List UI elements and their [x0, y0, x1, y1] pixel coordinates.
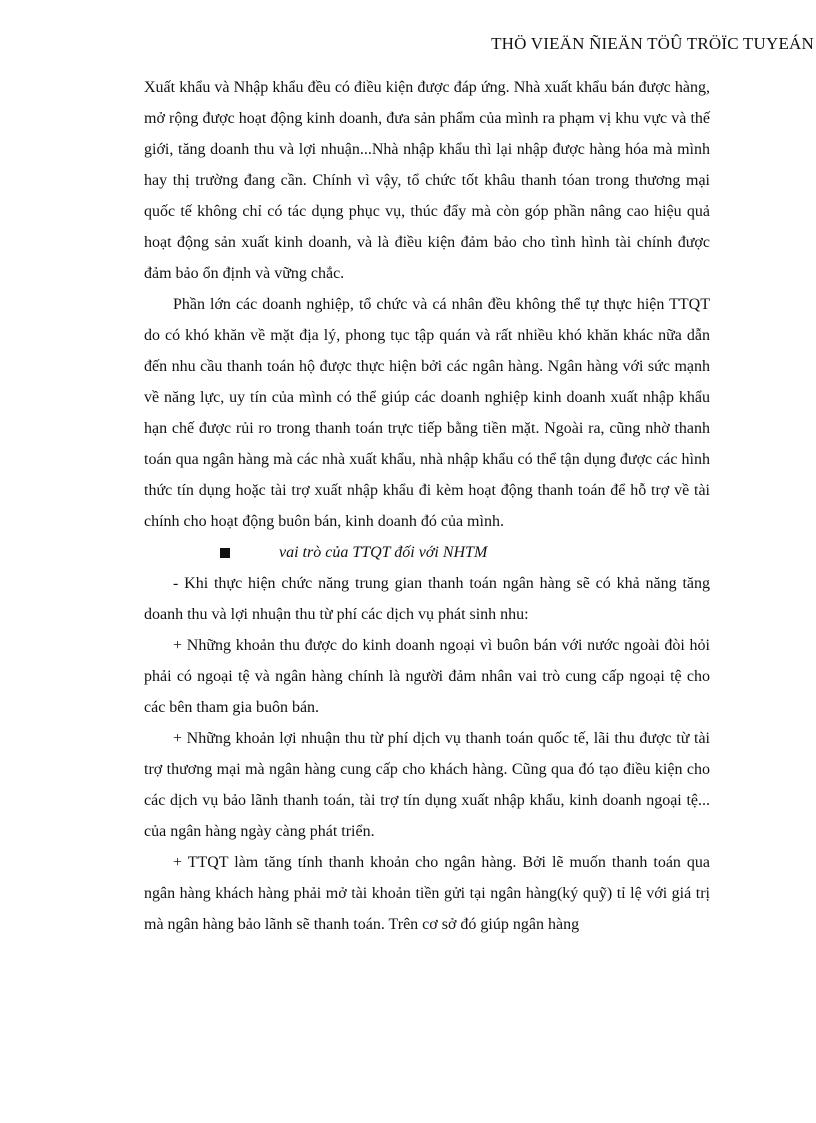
- document-body: [144, 72, 710, 940]
- bullet-heading-text: vai trò của TTQT đối với NHTM: [279, 544, 488, 561]
- paragraph-service-fees: + Những khoản lợi nhuận thu từ phí dịch vụ thanh toán quốc tế, lãi thu được từ tài trợ thương mại mà ngân hàng cung cấp cho khách hàng. Cũng qua đó tạo điều kiện cho các dịch vụ bảo lãnh thanh toán, tài trợ tín dụng xuất nhập khẩu, kinh doanh ngoại tệ... của ngân hàng ngày càng phát triển.: [144, 730, 710, 840]
- paragraph-liquidity: + TTQT làm tăng tính thanh khoản cho ngân hàng. Bởi lẽ muốn thanh toán qua ngân hàng khách hàng phải mở tài khoản tiền gửi tại ngân hàng(ký quỹ) tỉ lệ với giá trị mà ngân hàng bảo lãnh sẽ thanh toán. Trên cơ sở đó giúp ngân hàng: [144, 854, 710, 933]
- square-bullet-icon: [220, 548, 230, 558]
- bullet-heading: [144, 537, 710, 568]
- paragraph-enterprises: Phần lớn các doanh nghiệp, tổ chức và cá nhân đều không thể tự thực hiện TTQT do có khó khăn về mặt địa lý, phong tục tập quán và rất nhiều khó khăn khác nữa dẫn đến nhu cầu thanh toán hộ được thực hiện bởi các ngân hàng. Ngân hàng với sức mạnh về năng lực, uy tín của mình có thể giúp các doanh nghiệp kinh doanh xuất nhập khẩu hạn chế được rủi ro trong thanh toán trực tiếp bằng tiền mặt. Ngoài ra, cũng nhờ thanh toán qua ngân hàng mà các nhà xuất khẩu, nhà nhập khẩu có thể tận dụng được các hình thức tín dụng hoặc tài trợ xuất nhập khẩu đi kèm hoạt động thanh toán để hỗ trợ về tài chính cho hoạt động buôn bán, kinh doanh đó của mình.: [144, 296, 710, 530]
- paragraph-foreign-income: + Những khoản thu được do kinh doanh ngoại vì buôn bán với nước ngoài đòi hỏi phải có ngoại tệ và ngân hàng chính là người đảm nhân vai trò cung cấp ngoại tệ cho các bên tham gia buôn bán.: [144, 637, 710, 716]
- page-header: THÖ VIEÄN ÑIEÄN TÖÛ TRÖÏC TUYEÁN: [491, 34, 814, 53]
- paragraph-intermediary: - Khi thực hiện chức năng trung gian thanh toán ngân hàng sẽ có khả năng tăng doanh thu và lợi nhuận thu từ phí các dịch vụ phát sinh nhu:: [144, 575, 710, 623]
- paragraph-export-import: Xuất khẩu và Nhập khẩu đều có điều kiện được đáp ứng. Nhà xuất khẩu bán được hàng, mở rộng được hoạt động kinh doanh, đưa sản phẩm của mình ra phạm vị khu vực và thế giới, tăng doanh thu và lợi nhuận...Nhà nhập khẩu thì lại nhập được hàng hóa mà mình hay thị trường đang cần. Chính vì vậy, tổ chức tốt khâu thanh tóan trong thương mại quốc tế không chỉ có tác dụng phục vụ, thúc đẩy mà còn góp phần nâng cao hiệu quả hoạt động sản xuất kinh doanh, và là điều kiện đảm bảo cho tình hình tài chính được đảm bảo ổn định và vững chắc.: [144, 79, 710, 282]
